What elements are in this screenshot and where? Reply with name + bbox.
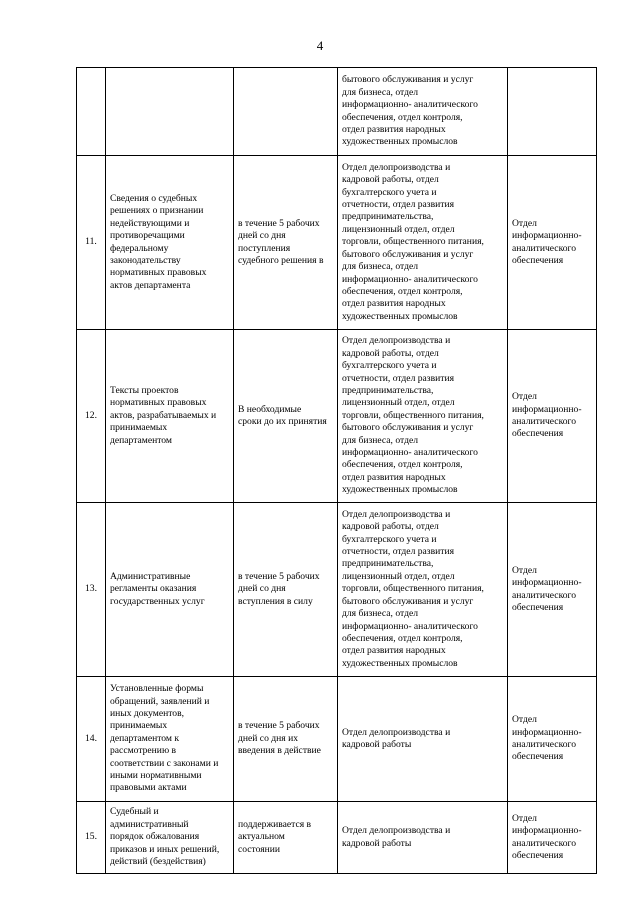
term-cell	[234, 68, 338, 156]
row-number: 13.	[77, 503, 106, 677]
responsible-cell: Отдел делопроизводства и кадровой работы, отдел бухгалтерского учета и отчетности, отдел развития предпринимательства, лицензионный отдел, отдел торговли, общественного питания, бытового обслуживания и услуг для бизнеса, отдел информационно- аналитического обеспечения, отдел контроля, отдел развития народных художественных промыслов	[338, 330, 508, 503]
term-cell: в течение 5 рабочих дней со дня поступления судебного решения в	[234, 156, 338, 330]
executor-cell: Отдел информационно- аналитического обеспечения	[508, 677, 597, 802]
info-category-cell: Судебный и административный порядок обжалования приказов и иных решений, действий (бездействия)	[106, 802, 234, 874]
info-category-cell: Административные регламенты оказания государственных услуг	[106, 503, 234, 677]
page-number: 4	[316, 38, 324, 53]
term-cell: поддерживается в актуальном состоянии	[234, 802, 338, 874]
info-category-cell: Тексты проектов нормативных правовых актов, разрабатываемых и принимаемых департаментом	[106, 330, 234, 503]
executor-cell: Отдел информационно- аналитического обеспечения	[508, 330, 597, 503]
responsible-cell: Отдел делопроизводства и кадровой работы, отдел бухгалтерского учета и отчетности, отдел развития предпринимательства, лицензионный отдел, отдел торговли, общественного питания, бытового обслуживания и услуг для бизнеса, отдел информационно- аналитического обеспечения, отдел контроля, отдел развития народных художественных промыслов	[338, 503, 508, 677]
row-number: 15.	[77, 802, 106, 874]
responsible-cell: Отдел делопроизводства и кадровой работы	[338, 802, 508, 874]
responsible-cell: Отдел делопроизводства и кадровой работы, отдел бухгалтерского учета и отчетности, отдел развития предпринимательства, лицензионный отдел, отдел торговли, общественного питания, бытового обслуживания и услуг для бизнеса, отдел информационно- аналитического обеспечения, отдел контроля, отдел развития народных художественных промыслов	[338, 156, 508, 330]
row-number: 14.	[77, 677, 106, 802]
table-row	[77, 677, 597, 802]
table-row	[77, 503, 597, 677]
info-table	[76, 67, 597, 874]
term-cell: в течение 5 рабочих дней со дня вступления в силу	[234, 503, 338, 677]
executor-cell: Отдел информационно- аналитического обеспечения	[508, 156, 597, 330]
row-number	[77, 68, 106, 156]
executor-cell: Отдел информационно- аналитического обеспечения	[508, 503, 597, 677]
table-row	[77, 330, 597, 503]
info-category-cell	[106, 68, 234, 156]
executor-cell: Отдел информационно- аналитического обеспечения	[508, 802, 597, 874]
row-number: 11.	[77, 156, 106, 330]
info-category-cell: Сведения о судебных решениях о признании недействующими и противоречащими федеральному законодательству нормативных правовых актов департамента	[106, 156, 234, 330]
executor-cell	[508, 68, 597, 156]
row-number: 12.	[77, 330, 106, 503]
info-category-cell: Установленные формы обращений, заявлений и иных документов, принимаемых департаментом к рассмотрению в соответствии с законами и иными нормативными правовыми актами	[106, 677, 234, 802]
term-cell: в течение 5 рабочих дней со дня их введения в действие	[234, 677, 338, 802]
table-row	[77, 802, 597, 874]
table-row	[77, 68, 597, 156]
responsible-cell: Отдел делопроизводства и кадровой работы	[338, 677, 508, 802]
responsible-cell: бытового обслуживания и услуг для бизнеса, отдел информационно- аналитического обеспечения, отдел контроля, отдел развития народных художественных промыслов	[338, 68, 508, 156]
term-cell: В необходимые сроки до их принятия	[234, 330, 338, 503]
table-row	[77, 156, 597, 330]
